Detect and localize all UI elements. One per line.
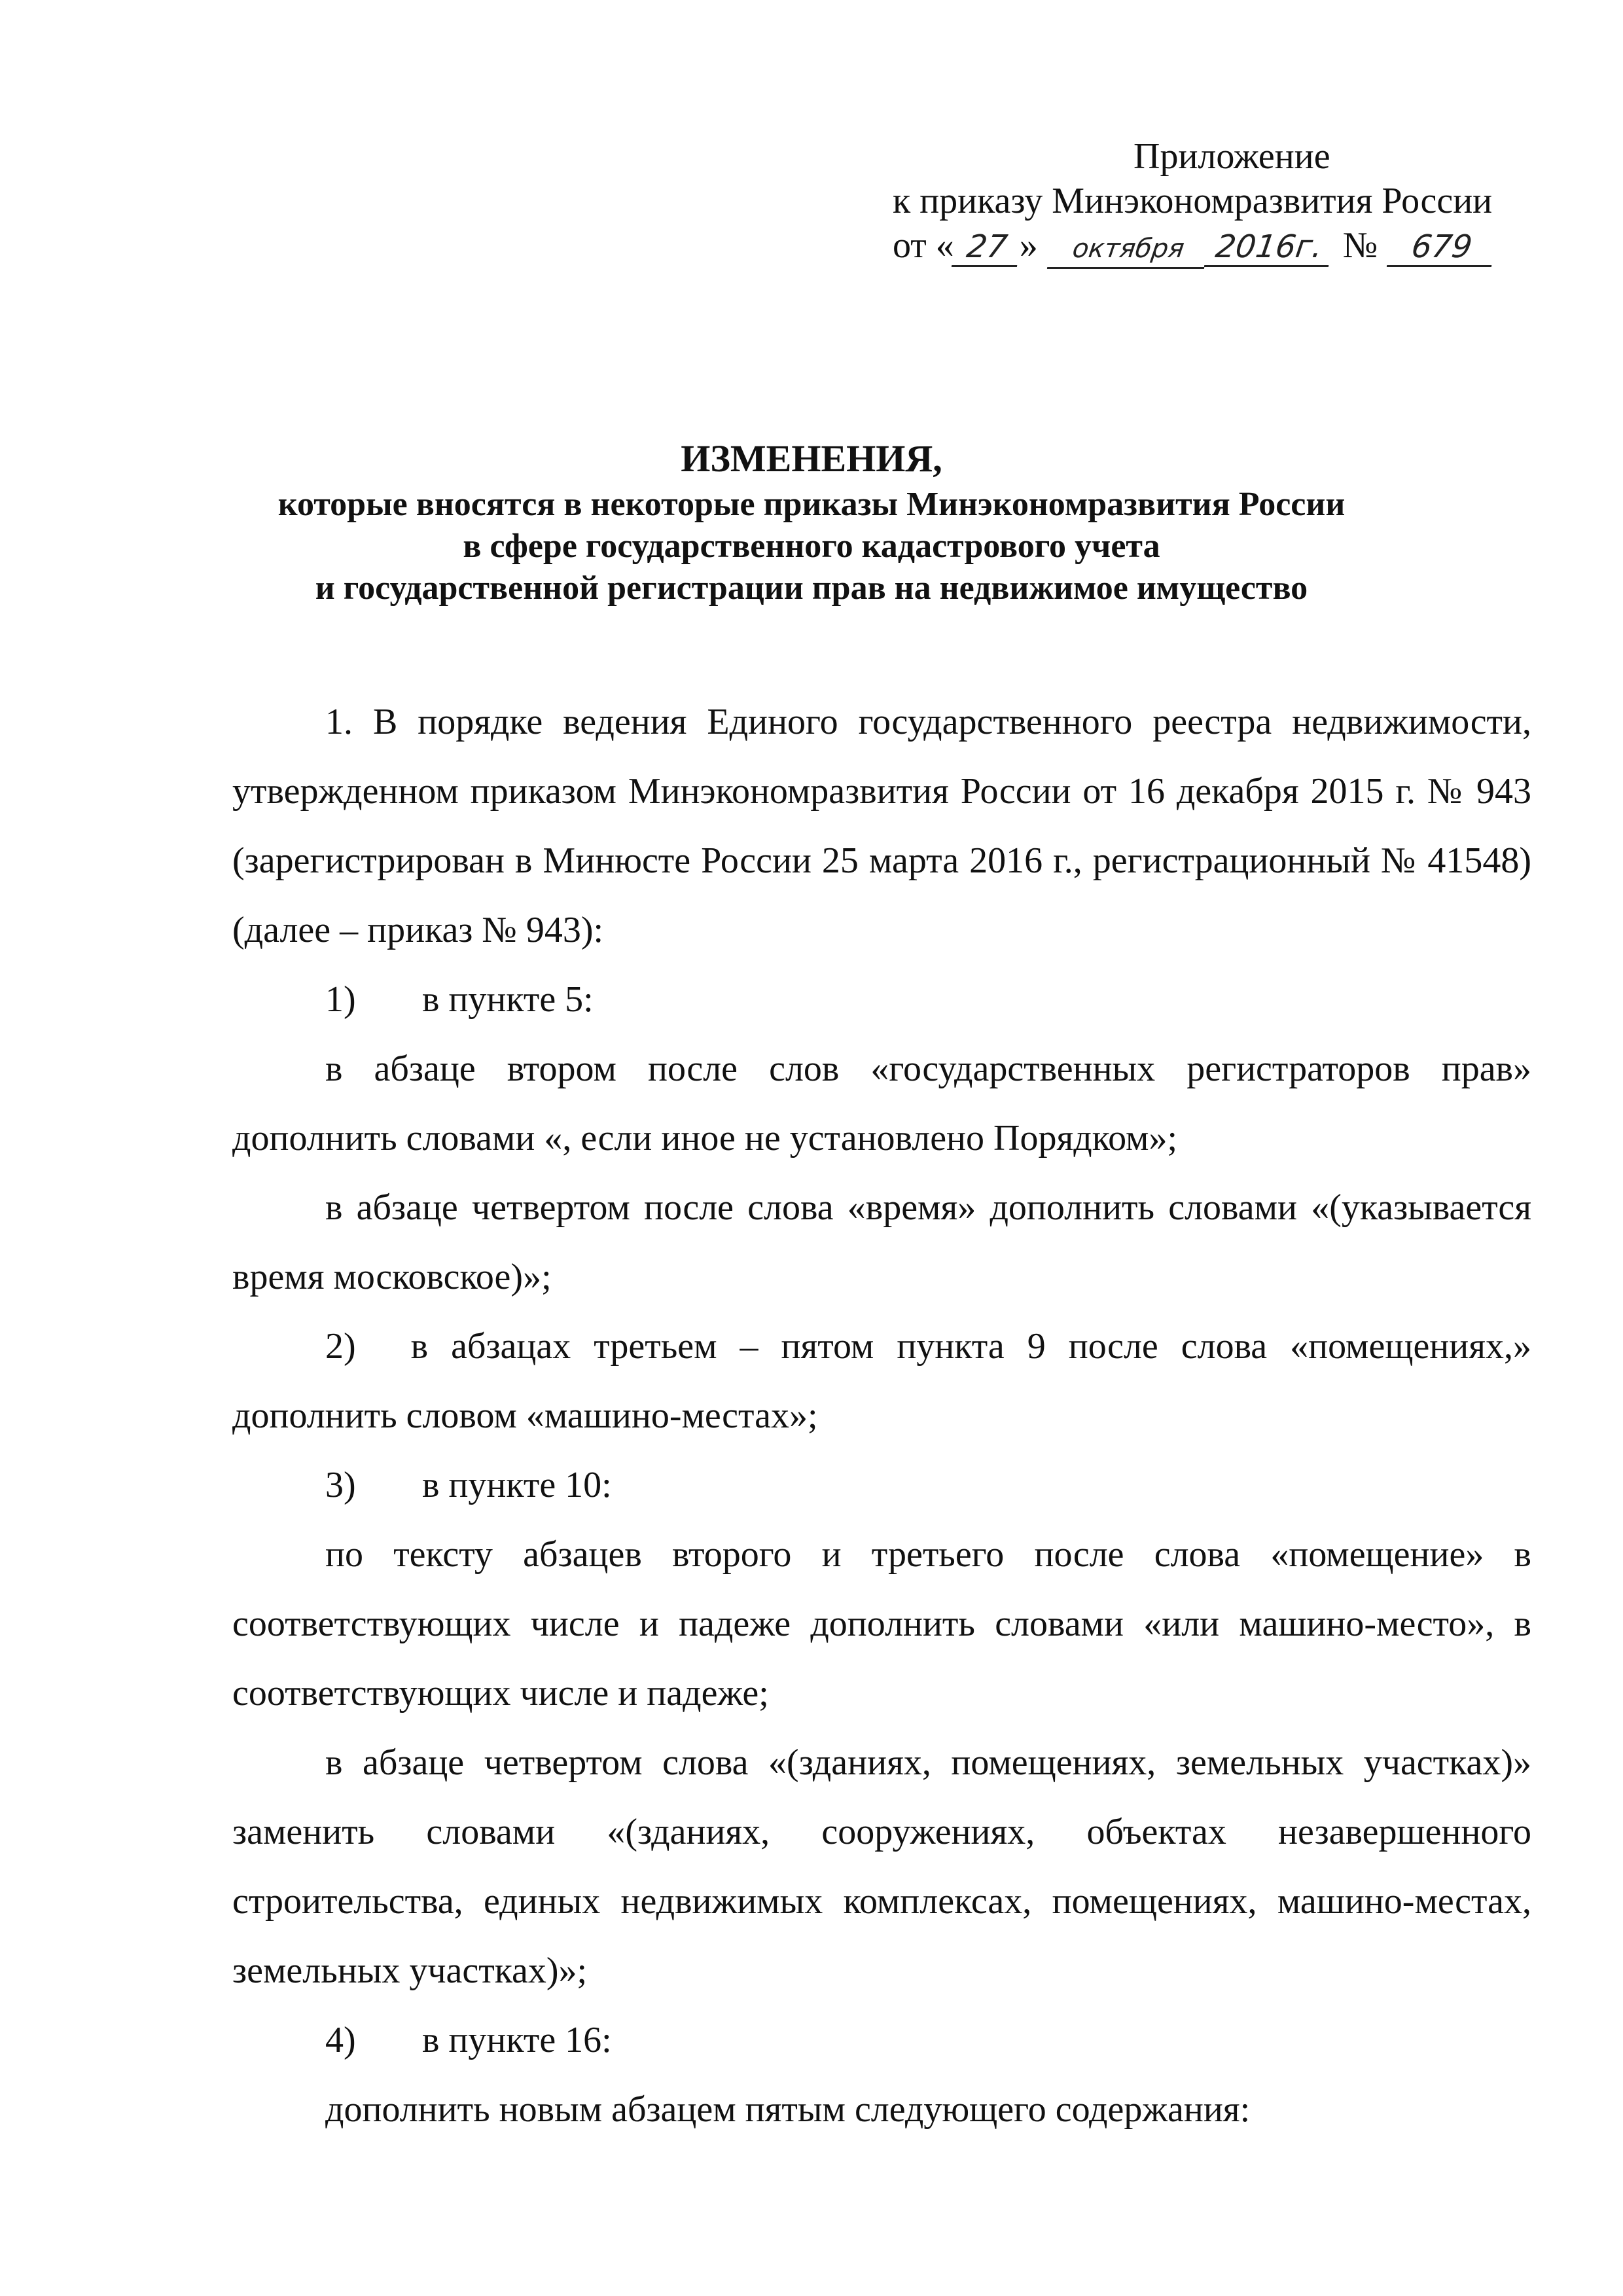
annex-date-number-line [877, 223, 1584, 276]
document-body [232, 687, 1531, 2144]
document-subtitle-line-3: и государственной регистрации прав на недвижимое имущество [315, 569, 1308, 607]
list-item-3 [232, 1450, 1531, 1520]
list-item-1 [232, 965, 1531, 1034]
document-title-block [196, 435, 1427, 609]
document-title: ИЗМЕНЕНИЯ, [681, 437, 942, 480]
paragraph-4: по тексту абзацев второго и третьего после слова «помещение» в соответствующих числе и падеже дополнить словами «или машино-место», в соответствующих числе и падеже; [232, 1534, 1531, 1713]
list-item-number: 3) [325, 1465, 356, 1505]
list-item-text: в пункте 16: [422, 2020, 612, 2060]
list-item-number: 2) [325, 1326, 356, 1367]
paragraph-3: в абзаце четвертом после слова «время» дополнить словами «(указывается время московское)»; [232, 1187, 1531, 1297]
annex-header [877, 134, 1584, 276]
paragraph-2: в абзаце втором после слов «государственных регистраторов прав» дополнить словами «, если иное не установлено Порядком»; [232, 1049, 1531, 1158]
list-item-4 [232, 2005, 1531, 2075]
annex-title: Приложение [1133, 136, 1330, 177]
document-subtitle-line-2: в сфере государственного кадастрового учета [463, 528, 1160, 565]
handwritten-year: 2016г. [1204, 228, 1334, 267]
document-subtitle-line-1: которые вносятся в некоторые приказы Минэкономразвития России [277, 486, 1346, 523]
annex-date-close-quote: » [1019, 225, 1038, 266]
annex-order-reference: к приказу Минэкономразвития России [893, 181, 1493, 221]
paragraph-1: 1. В порядке ведения Единого государственного реестра недвижимости, утвержденном приказом Минэкономразвития России от 16 декабря 2015 г. № 943 (зарегистрирован в Минюсте России 25 марта 2016 г., регистрационный № 41548) (далее – приказ № 943): [232, 702, 1531, 950]
list-item-text: в абзацах третьем – пятом пункта 9 после слова «помещениях,» дополнить словом «машино-местах»; [232, 1326, 1531, 1436]
list-item-text: в пункте 10: [422, 1465, 612, 1505]
list-item-number: 1) [325, 979, 356, 1020]
handwritten-month: октября [1047, 230, 1209, 269]
paragraph-5: в абзаце четвертом слова «(зданиях, помещениях, земельных участках)» заменить словами «(зданиях, сооружениях, объектах незавершенного строительства, единых недвижимых комплексах, помещениях, машино-местах, земельных участках)»; [232, 1742, 1531, 1991]
list-item-text: в пункте 5: [422, 979, 594, 1020]
handwritten-number: 679 [1387, 228, 1497, 267]
annex-number-prefix: № [1342, 225, 1378, 266]
annex-date-prefix: от « [893, 225, 954, 266]
paragraph-6: дополнить новым абзацем пятым следующего содержания: [325, 2089, 1251, 2130]
list-item-2 [232, 1312, 1531, 1450]
list-item-number: 4) [325, 2020, 356, 2060]
handwritten-day: 27 [952, 228, 1022, 267]
